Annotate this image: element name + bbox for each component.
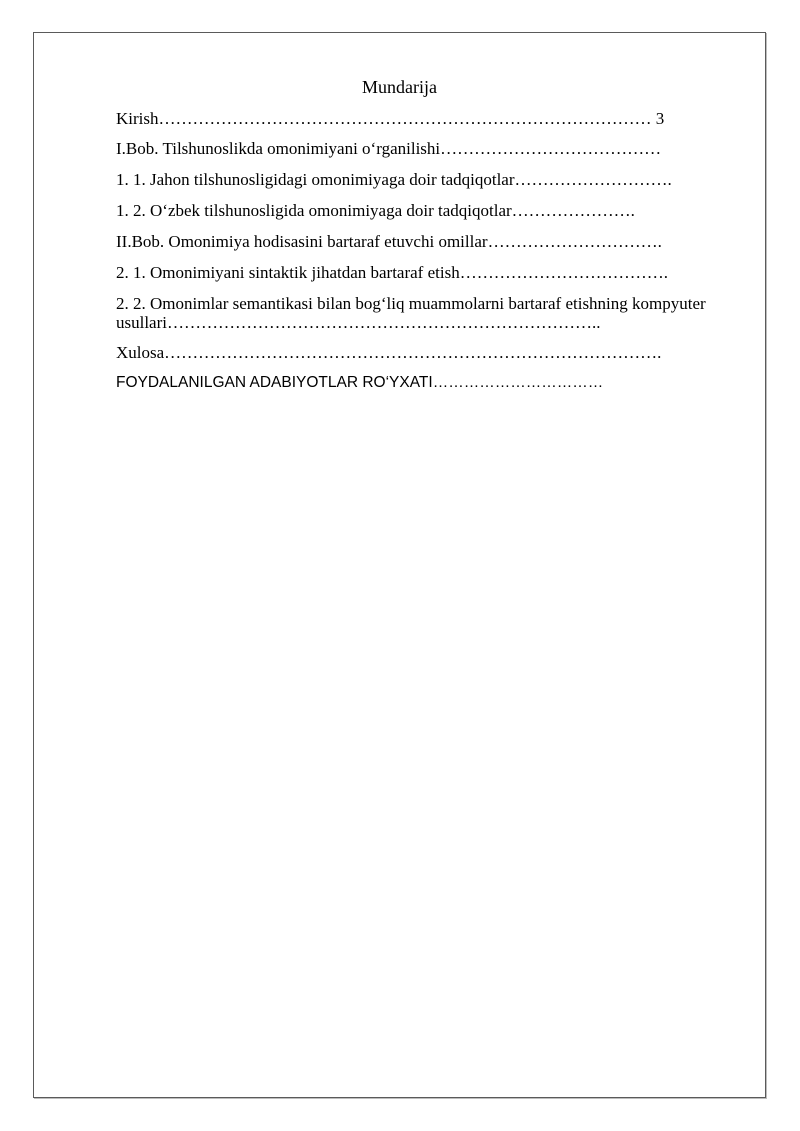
toc-entry-text: 1. 2. O‘zbek tilshunosligida omonimiyaga doir tadqiqotlar bbox=[116, 201, 512, 220]
toc-entry-text: II.Bob. Omonimiya hodisasini bartaraf etuvchi omillar bbox=[116, 232, 488, 251]
toc-entry-leader: ………………………………… bbox=[440, 139, 662, 158]
toc-entry-section-1-1 bbox=[116, 170, 746, 189]
table-of-contents bbox=[116, 109, 746, 392]
toc-entry-text: FOYDALANILGAN ADABIYOTLAR RO‘YXATI bbox=[116, 374, 433, 391]
toc-entry-text: Xulosa bbox=[116, 343, 165, 362]
toc-entry-text: Kirish bbox=[116, 109, 159, 128]
toc-entry-chapter-1 bbox=[116, 139, 746, 158]
toc-entry-section-2-1 bbox=[116, 263, 746, 282]
toc-entry-section-1-2 bbox=[116, 201, 746, 220]
toc-entry-text: 2. 1. Omonimiyani sintaktik jihatdan bartaraf etish bbox=[116, 263, 460, 282]
toc-entry-conclusion bbox=[116, 343, 746, 362]
toc-entry-text: I.Bob. Tilshunoslikda omonimiyani o‘rganilishi bbox=[116, 139, 441, 158]
toc-entry-references bbox=[116, 372, 746, 392]
toc-entry-leader: …………………………… bbox=[432, 374, 604, 391]
toc-entry-leader: ………………………. bbox=[514, 170, 672, 189]
toc-entry-leader: ……………………………………………………………………………. bbox=[164, 343, 662, 362]
toc-entry-leader: ………………………………. bbox=[459, 263, 668, 282]
toc-entry-leader: …………………………. bbox=[487, 232, 662, 251]
toc-entry-introduction bbox=[116, 109, 746, 128]
toc-title: Mundarija bbox=[362, 77, 437, 97]
toc-entry-text: 1. 1. Jahon tilshunosligidagi omonimiyaga doir tadqiqotlar bbox=[116, 170, 515, 189]
toc-entry-leader: …………………. bbox=[511, 201, 635, 220]
toc-entry-text: 2. 2. Omonimlar semantikasi bilan bog‘liq muammolarni bartaraf etishning kompyuter usullari bbox=[116, 294, 706, 332]
document-page bbox=[33, 32, 766, 1098]
toc-entry-leader: …………………………………………………………………………… 3 bbox=[158, 109, 665, 128]
toc-entry-leader: ………………………………………………………………….. bbox=[167, 313, 601, 332]
toc-entry-section-2-2 bbox=[116, 294, 728, 332]
toc-entry-chapter-2 bbox=[116, 232, 746, 251]
